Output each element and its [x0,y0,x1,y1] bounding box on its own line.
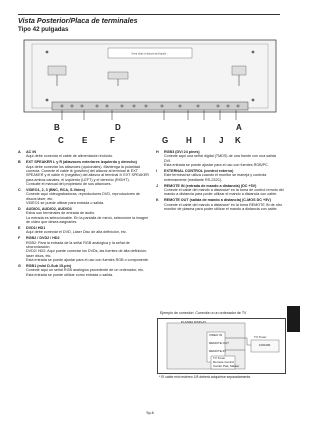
item-a: A AC IN Aquí debe conectar el cable de alimentación incluido. [18,150,114,159]
page-title: Vista Posterior/Placa de terminales [18,16,138,25]
item-c: C VIDEO1, 2, 3 (BNC, RCA, S-Video) Conecte aquí videograbadoras, reproductores DVD, reproductores de discos láser, etc. VIDEO1 se puede utilizar para entrada o salida. [18,187,140,205]
item-j: J REMOTE IN (entrada de mando a distancia) (DC +5V) Conecte el cable del mando a distancia* en la toma de control remoto del mando a distancia para poder utilizar el mando a distancia con cable. [156,183,284,197]
callout-k: K [235,136,241,145]
callout-j: J [219,136,224,145]
item-h: H RGB3 (DVI 24 pines) Conecte aquí una señal digital (TMDS) de una fuente con una salida DVI. Esta entrada se puede ajustar para el uso con fuentes RGB/PC. [156,150,276,168]
header-rule [18,14,280,15]
callout-b: B [54,123,60,132]
callout-i: I [203,136,206,145]
diagram-tv-tuner-id: 1001081 [259,343,271,347]
page-number: Sp-6 [146,411,154,415]
diagram-remote-label-2: Remote Control [213,360,235,364]
page-edge-tab [287,306,300,332]
rear-view-figure [22,38,278,128]
diagram-title: Ejemplo de conexión: Conexión a un ordenador de TV [160,311,247,315]
diagram-tv-tuner: TV Tuner [254,335,267,339]
item-i: I EXTERNAL CONTROL (control externo) Este terminal se utiliza cuando el monitor se maneja y controla externamente (mediante RS-232C). [156,168,267,182]
diagram-display-label: PLASMA DISPLAY [181,320,207,324]
callout-e: E [82,136,88,145]
item-d: D AUDIO1, AUDIO2, AUDIO3 Estos son terminales de entrada de audio. La entrada es seleccionable. En la pantalla de menú, seleccione la imagen de vídeo que desea asignarles. [18,206,149,224]
callout-d: D [115,123,121,132]
callout-c: C [58,136,64,145]
diagram-remote-label-1: TV Tuner [213,356,226,360]
diagram-video-in: VIDEO IN [209,333,223,337]
page-subtitle: Tipo 42 pulgadas [18,26,69,33]
item-b: B EXT SPEAKER L y R (altavoces exteriores izquierdo y derecho) Aquí debe conectar los altavoces (opcionales). Mantenga la polaridad correcta. Conecte el cable ⊕ (positivo) del altavoz al terminal ⊕ EXT SPEAKER y el cable ⊖ (negativo) del altavoz al terminal ⊖ EXT SPEAKER para ambos canales, el izquierdo (LEFT) y el derecho (RIGHT). Consulte el manual del propietario de sus altavoces. [18,160,149,186]
callout-f: F [110,136,115,145]
callout-g: G [162,136,169,145]
item-e: E DVD1/ HD1 Aquí debe conectar el DVD, Láser Disc de alta definición, etc. [18,225,127,235]
callout-h: H [186,136,192,145]
diagram-remote-in: REMOTE IN [209,349,226,353]
footnote: * El cable mini estéreo 1/8 deberá adquirirse separadamente. [159,375,252,379]
diagram-remote-out: REMOTE OUT [209,341,229,345]
right-column [156,150,284,213]
diagram-remote-label-3: Carrier Pad, Marker [213,364,240,368]
item-k: K REMOTE OUT (salida de mando a distancia) (C-MOS DC +5V) Conecte el cable del mando a distancia* en la toma REMOTE IN de otro monitor de plasma para poder utilizar el mando a distancia con cable. [156,198,283,211]
item-f: F RGB2 / DVD2 / HD2 RGB2: Para la entrada de la señal RGB analógica y la señal de sincronización. DVD2/ HD2: Aquí puede conectar los DVDs, las fuentes de alta definición, laser discs, etc. Esta entrada se puede ajustar para el uso con fuentes RGB o componente. [18,236,149,262]
left-column [18,150,150,278]
callout-a: A [236,123,242,132]
panel-warning-text: Keep clear of objects and liquids… [131,52,169,56]
item-g: G RGB1 (mini D-Sub 15-pin) Conecte aquí un señal RGB analógica procedente de un ordenador, etc. Esta entrada se puede utilizar como entrada o salida. [18,263,145,277]
